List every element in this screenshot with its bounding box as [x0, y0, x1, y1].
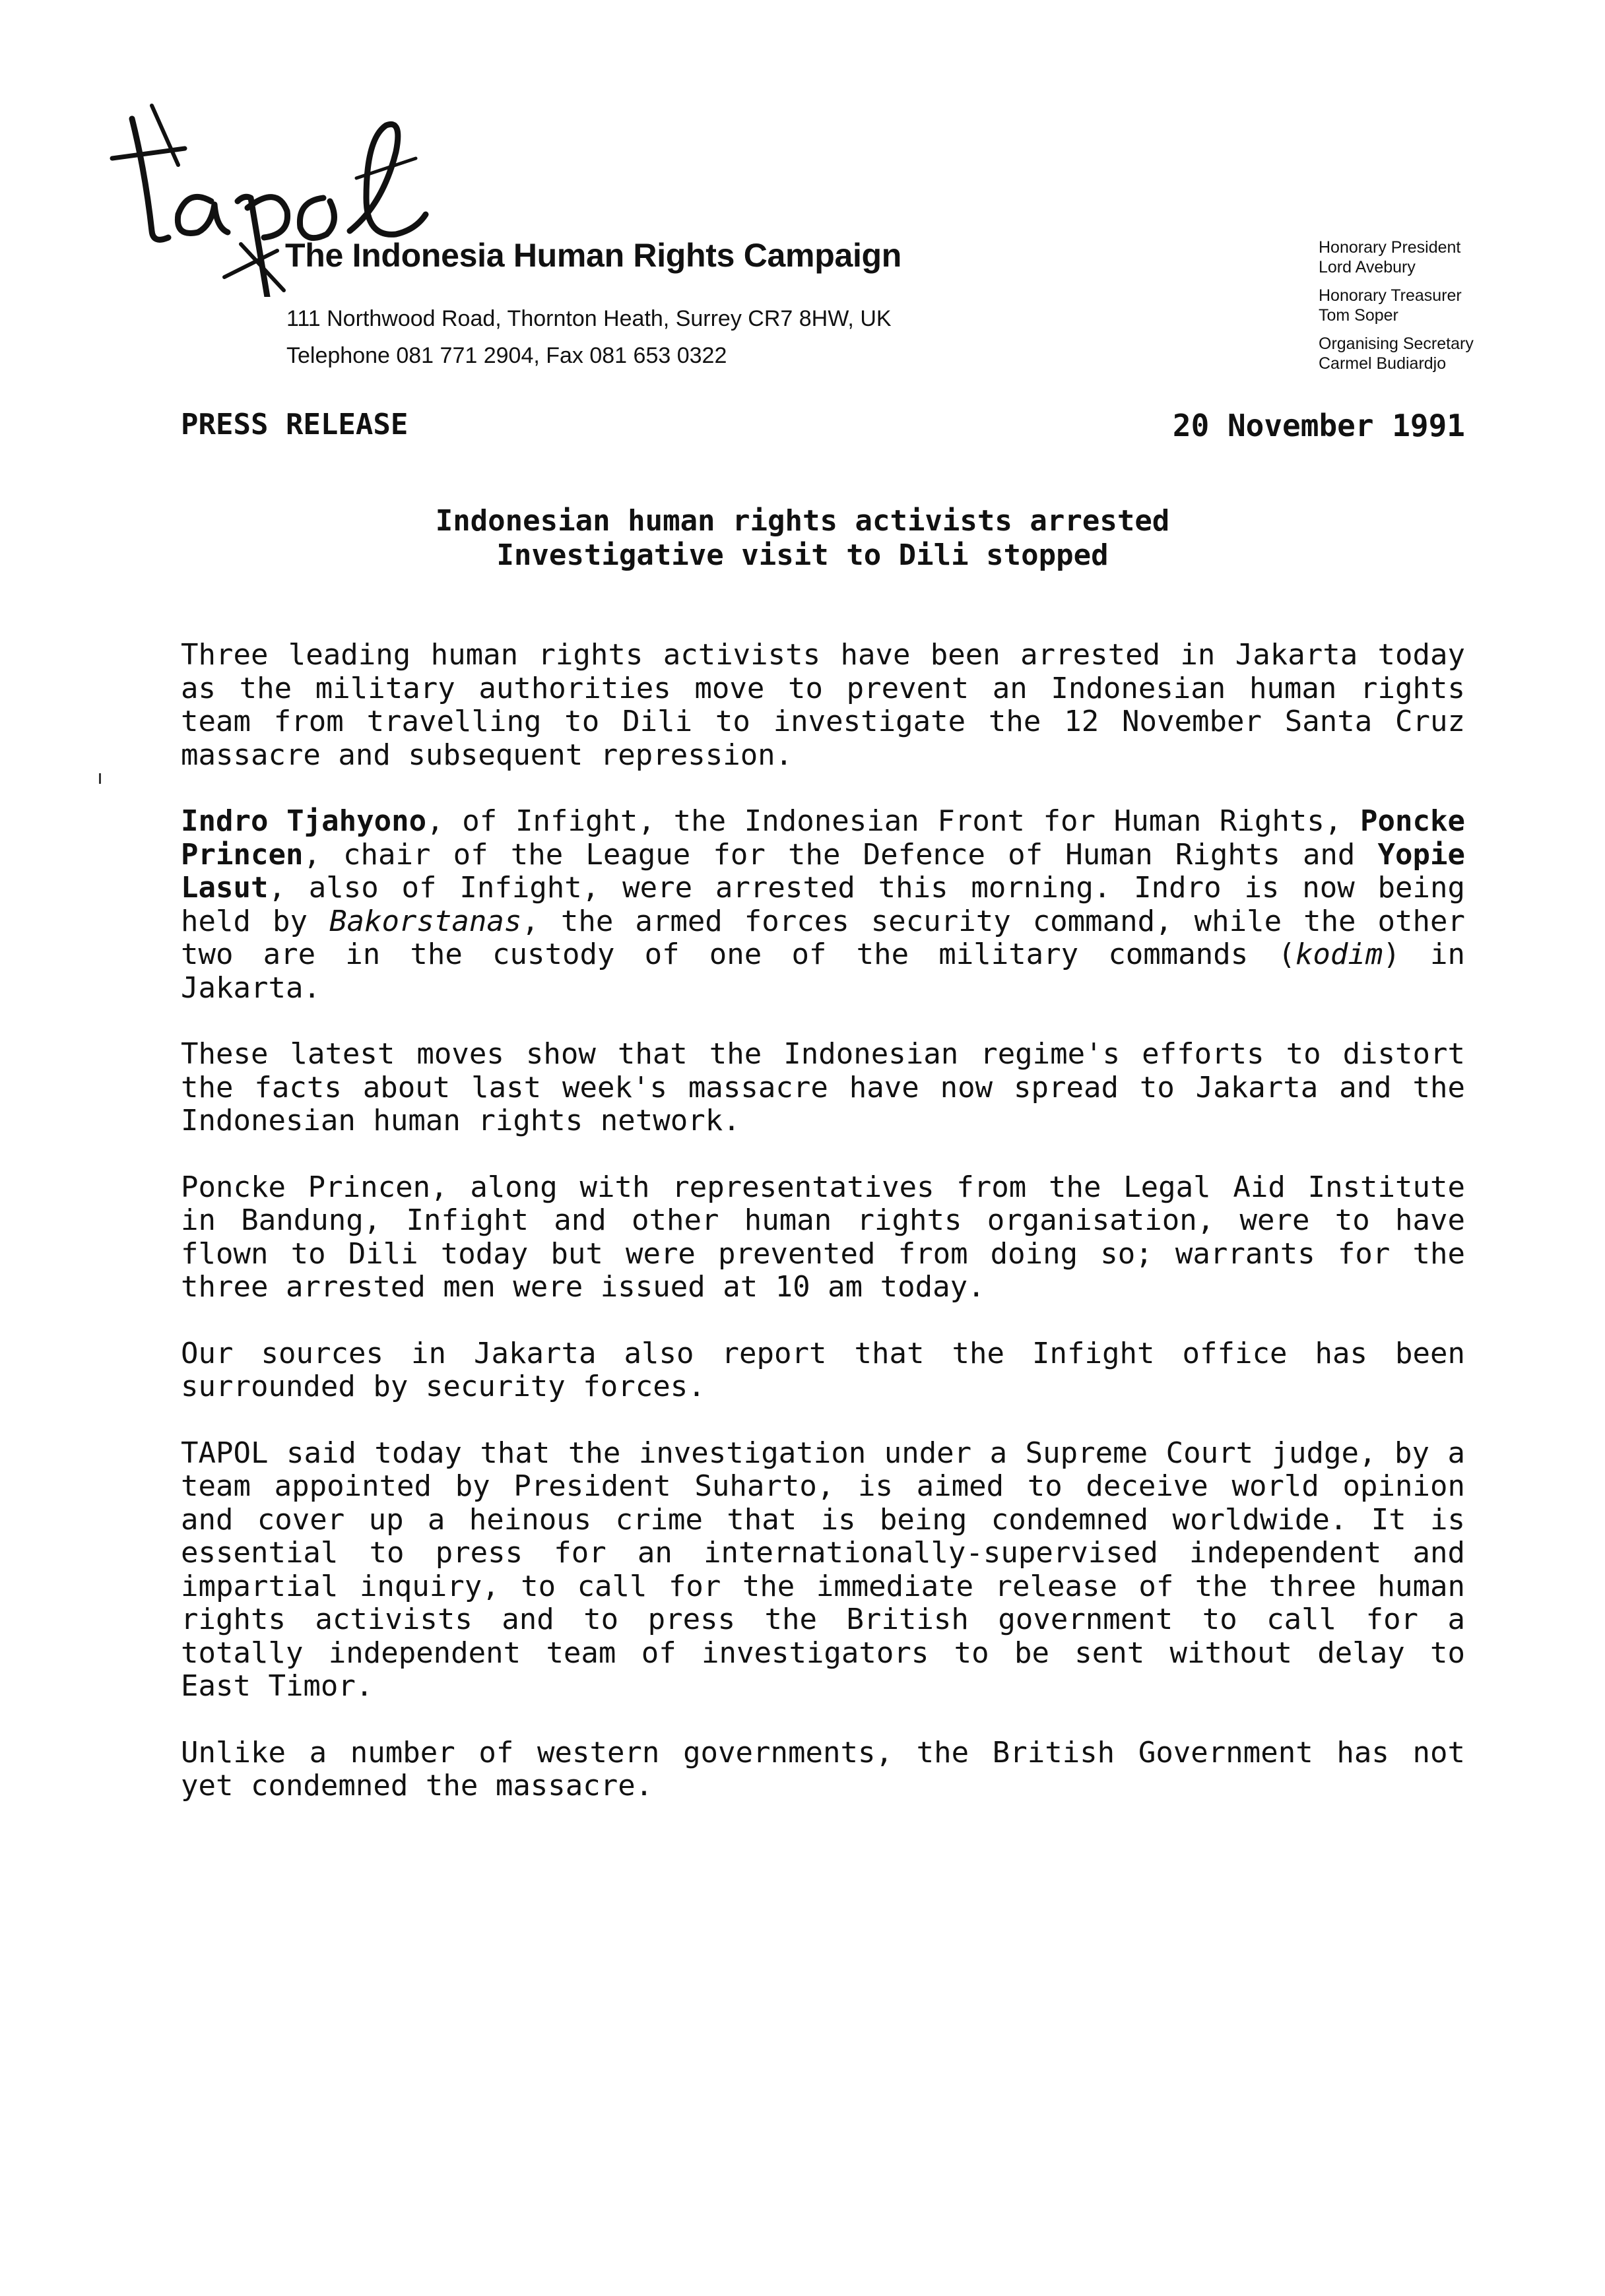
scan-speck: [99, 773, 101, 784]
body-paragraph: These latest moves show that the Indonesian regime's efforts to distort the facts about last week's massacre have now spread to Jakarta and the Indonesian human rights network.: [181, 1037, 1465, 1137]
press-release-body: [181, 639, 1465, 1836]
person-name: Yopie Lasut: [181, 837, 1465, 905]
organization-name: The Indonesia Human Rights Campaign: [285, 237, 902, 274]
telephone-fax-line: Telephone 081 771 2904, Fax 081 653 0322: [286, 343, 727, 368]
subheadline-line: Investigative visit to Dili stopped: [496, 538, 1109, 572]
officer-role: Honorary Treasurer: [1319, 286, 1462, 305]
person-name: Indro Tjahyono: [181, 804, 427, 838]
body-paragraph: Three leading human rights activists have been arrested in Jakarta today as the military authorities move to prevent an Indonesian human rights team from travelling to Dili to investigate the 12 November Santa Cruz massacre and subsequent repression.: [181, 638, 1465, 772]
body-paragraph: Poncke Princen, along with representatives from the Legal Aid Institute in Bandung, Infight and other human rights organisation, were to have flown to Dili today but were prevented from doing so; warrants for the three arrested men were issued at 10 am today.: [181, 1170, 1465, 1304]
officers-list: [1319, 238, 1474, 382]
officer-role: Honorary President: [1319, 238, 1461, 257]
logo-text: tapol: [106, 79, 107, 80]
body-paragraph: Unlike a number of western governments, the British Government has not yet condemned the massacre.: [181, 1735, 1465, 1802]
release-date: 20 November 1991: [1172, 408, 1465, 443]
headline: [0, 504, 1605, 573]
officer-role: Organising Secretary: [1319, 335, 1474, 353]
press-release-label: PRESS RELEASE: [181, 408, 409, 441]
body-paragraph: TAPOL said today that the investigation under a Supreme Court judge, by a team appointed by President Suharto, is aimed to deceive world opinion and cover up a heinous crime that is being condemned worldwide. It is essential to press for an internationally-supervised independent and impartial inquiry, to call for the immediate release of the three human rights activists and to press the British government to call for a totally independent team of investigators to be sent without delay to East Timor.: [181, 1436, 1465, 1703]
officer-name: Tom Soper: [1319, 306, 1398, 325]
officer-honorary-president: [1319, 238, 1474, 277]
officer-honorary-treasurer: [1319, 286, 1474, 325]
officer-name: Lord Avebury: [1319, 258, 1416, 276]
body-paragraph: Our sources in Jakarta also report that the Infight office has been surrounded by security forces.: [181, 1336, 1465, 1403]
headline-line: Indonesian human rights activists arrested: [435, 504, 1170, 538]
person-name: Poncke Princen: [181, 804, 1465, 872]
officer-name: Carmel Budiardjo: [1319, 354, 1447, 373]
body-paragraph-arrests: Indro Tjahyono, of Infight, the Indonesian Front for Human Rights, Poncke Princen, chair of the League for the Defence of Human Rights and Yopie Lasut, also of Infight, were arrested this morning. Indro is now being held by Bakorstanas, the armed forces security command, while the other two are in the custody of one of the military commands (kodim) in Jakarta.: [181, 804, 1466, 1005]
organization-term: kodim: [1295, 938, 1383, 971]
officer-organising-secretary: [1319, 334, 1474, 373]
organization-address: [286, 300, 892, 374]
organization-term: Bakorstanas: [329, 904, 522, 938]
address-line: 111 Northwood Road, Thornton Heath, Surrey CR7 8HW, UK: [286, 306, 892, 331]
